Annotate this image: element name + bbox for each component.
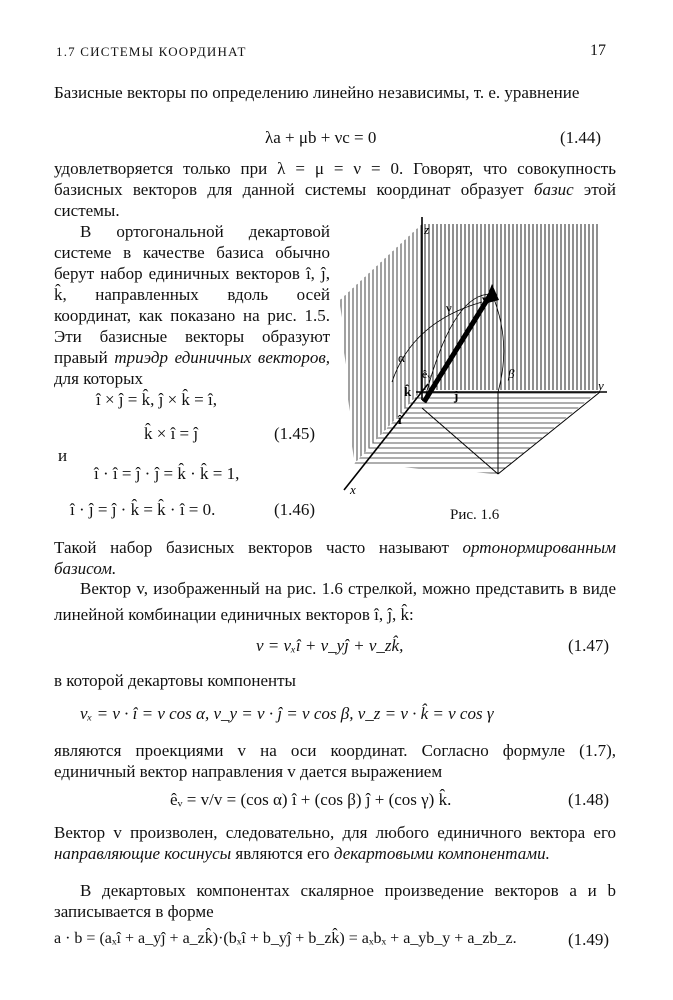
equation-1-46b: î · ĵ = ĵ · k̂ = k̂ · î = 0. [70,500,216,519]
paragraph-8-mid: являются его [231,844,334,863]
paragraph-7: являются проекциями v на оси координат. Согласно формуле (1.7), единичный вектор направления v дается выражением [54,741,616,781]
paragraph-8-text: Вектор v произволен, следовательно, для любого единичного вектора его [54,823,616,842]
paragraph-8 [54,822,616,864]
paragraph-5: Вектор v, изображенный на рис. 1.6 стрелкой, можно представить в виде линейной комбинации единичных векторов î, ĵ, k̂: [54,579,616,624]
equation-1-44: λa + μb + νc = 0 [265,128,377,147]
equation-1-45a: î × ĵ = k̂, ĵ × k̂ = î, [96,390,217,409]
label-beta: β [508,366,515,381]
term-basis: базис [533,180,574,199]
equation-number-1-49: (1.49) [568,930,610,949]
paragraph-1: Базисные векторы по определению линейно независимы, т. е. уравнение [54,83,580,102]
equation-number-1-45: (1.45) [274,424,316,443]
paragraph-6: в которой декартовы компоненты [54,671,296,690]
label-v: v [482,293,489,308]
label-x: x [350,482,356,497]
term-cartesian-components: декартовыми компонентами. [333,844,550,863]
equation-number-1-47: (1.47) [568,636,610,655]
connector-and: и [58,446,68,465]
paragraph-4 [54,537,616,579]
figure-caption: Рис. 1.6 [450,507,500,523]
equation-components: vₓ = v · î = v cos α, v_y = v · ĵ = v cos β, v_z = v · k̂ = v cos γ [80,704,494,723]
equation-1-49: a · b = (aₓî + a_yĵ + a_zk̂)·(bₓî + b_yĵ + b_zk̂) = aₓbₓ + a_yb_y + a_zb_z. [54,930,517,947]
paragraph-3 [54,221,330,389]
equation-1-46a: î · î = ĵ · ĵ = k̂ · k̂ = 1, [94,464,240,483]
equation-1-47: v = vₓî + v_yĵ + v_zk̂, [256,636,404,655]
label-alpha: α [398,350,405,365]
paragraph-3-text: В ортогональной декартовой системе в качестве базиса обычно берут набор единичных векторов î, ĵ, k̂, направленных вдоль осей координат, как показано на рис. 1.5. Эти базисные векторы образуют правый [54,222,330,367]
term-triad: триэдр единичных векторов, [114,348,330,367]
paragraph-9: В декартовых компонентах скалярное произведение векторов a и b записывается в форме [54,881,616,921]
page-number: 17 [590,42,606,59]
equation-number-1-44: (1.44) [560,128,602,147]
equation-1-45b: k̂ × î = ĵ [144,424,199,443]
paragraph-3-tail: для которых [54,369,144,388]
label-gamma: γ [446,300,452,315]
label-y: y [598,378,604,393]
running-header: 1.7 СИСТЕМЫ КООРДИНАТ [56,44,247,59]
equation-1-48: êᵥ = v/v = (cos α) î + (cos β) ĵ + (cos γ) k̂. [170,790,452,809]
term-direction-cosines: направляющие косинусы [54,844,232,863]
figure-1-6-axes [332,212,620,502]
paragraph-2-tail: этой системы. [54,180,616,220]
paragraph-4-text: Такой набор базисных векторов часто называют [54,538,463,557]
label-z: z [424,222,430,237]
equation-number-1-48: (1.48) [568,790,610,809]
term-orthonormal: ортонормированным базисом. [54,538,616,578]
paragraph-2-text: удовлетворяется только при λ = μ = ν = 0. Говорят, что совокупность базисных векторов для данной системы координат образует [54,159,616,199]
equation-number-1-46: (1.46) [274,500,316,519]
label-k: k̂ [404,384,412,399]
label-ev: êᵥ [422,367,431,381]
label-i: î [398,412,402,427]
label-j: ĵ [454,388,459,403]
